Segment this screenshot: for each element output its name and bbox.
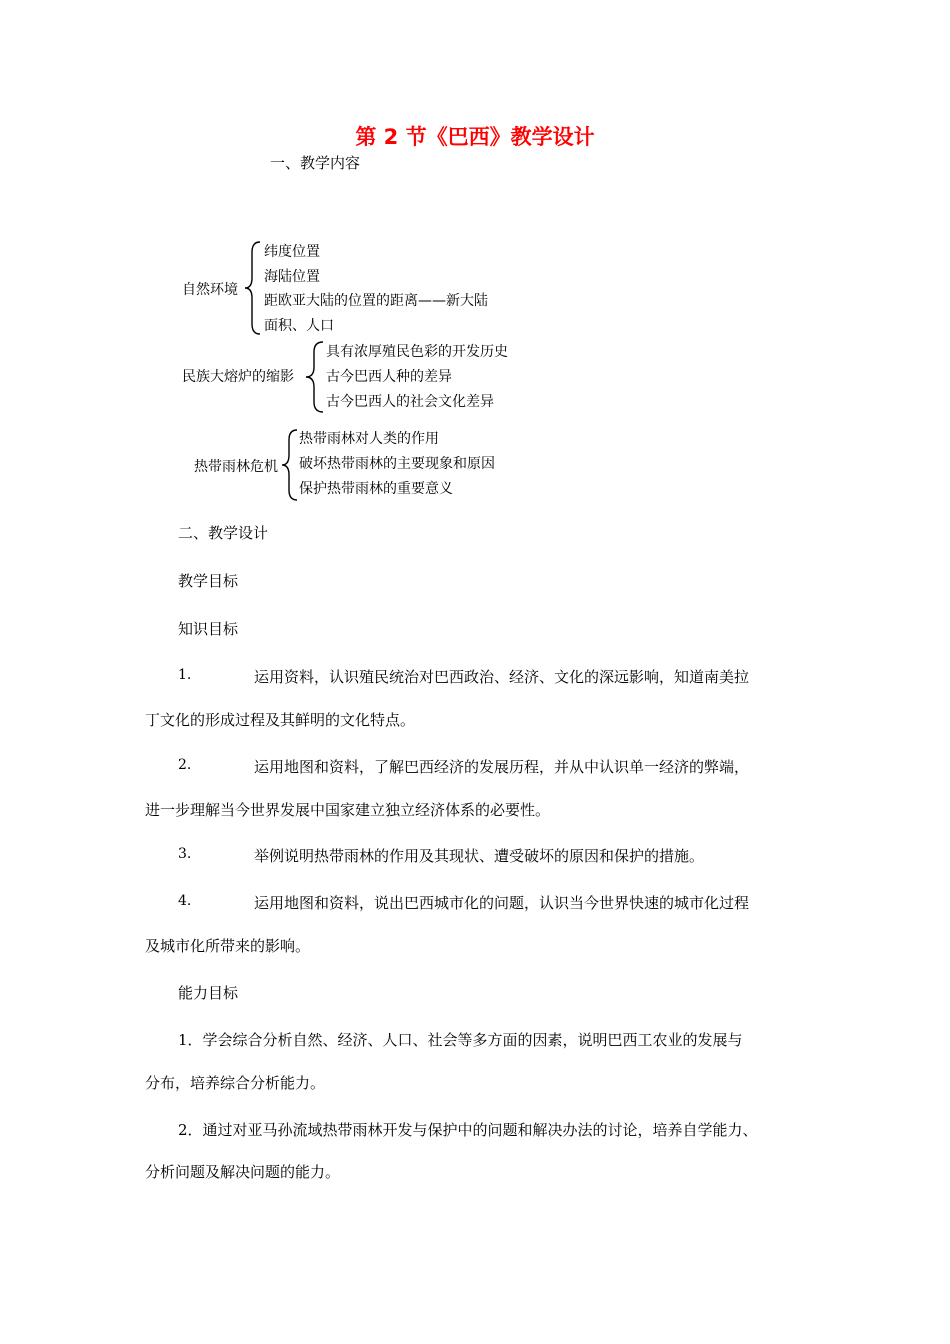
list-item-line: 及城市化所带来的影响。	[145, 937, 311, 955]
list-number: 2.	[178, 757, 192, 773]
list-item-line: 丁文化的形成过程及其鲜明的文化特点。	[145, 711, 416, 729]
list-item-line: 分析问题及解决问题的能力。	[145, 1163, 341, 1181]
diagram-item: 古今巴西人种的差异	[326, 369, 452, 385]
diagram-group-label: 自然环境	[182, 282, 238, 298]
list-item-line: 举例说明热带雨林的作用及其现状、遭受破坏的原因和保护的措施。	[254, 847, 705, 865]
ability-heading: 能力目标	[178, 984, 239, 1002]
diagram-group-label: 热带雨林危机	[194, 459, 278, 475]
knowledge-heading: 知识目标	[178, 620, 239, 638]
diagram-item: 具有浓厚殖民色彩的开发历史	[326, 344, 508, 360]
diagram-item: 保护热带雨林的重要意义	[299, 481, 453, 497]
section-heading-design: 二、教学设计	[178, 524, 269, 542]
list-item-line: 运用地图和资料，了解巴西经济的发展历程，并从中认识单一经济的弊端，	[254, 758, 750, 776]
list-number: 1.	[178, 667, 192, 683]
list-item-line: 运用地图和资料，说出巴西城市化的问题，认识当今世界快速的城市化过程	[254, 894, 750, 912]
list-item-line: 1．学会综合分析自然、经济、人口、社会等多方面的因素，说明巴西工农业的发展与	[178, 1031, 743, 1049]
diagram-group-label: 民族大熔炉的缩影	[182, 369, 294, 385]
brace-icon	[244, 240, 264, 336]
section-heading-content: 一、教学内容	[270, 154, 361, 172]
list-item-line: 进一步理解当今世界发展中国家建立独立经济体系的必要性。	[145, 801, 551, 819]
list-number: 3.	[178, 846, 192, 862]
brace-icon	[304, 340, 326, 414]
brace-icon	[280, 428, 300, 502]
list-number: 4.	[178, 893, 192, 909]
list-item-line: 2．通过对亚马孙流域热带雨林开发与保护中的问题和解决办法的讨论，培养自学能力、	[178, 1121, 758, 1139]
list-item-line: 运用资料，认识殖民统治对巴西政治、经济、文化的深远影响，知道南美拉	[254, 668, 750, 686]
diagram-item: 热带雨林对人类的作用	[299, 431, 439, 447]
diagram-item: 纬度位置	[264, 244, 320, 260]
diagram-item: 面积、人口	[264, 318, 334, 334]
diagram-item: 古今巴西人的社会文化差异	[326, 394, 494, 410]
diagram-item: 海陆位置	[264, 269, 320, 285]
diagram-item: 破坏热带雨林的主要现象和原因	[299, 456, 495, 472]
list-item-line: 分布，培养综合分析能力。	[145, 1074, 326, 1092]
diagram-item: 距欧亚大陆的位置的距离——新大陆	[264, 293, 488, 309]
page-title: 第 2 节《巴西》教学设计	[355, 125, 595, 149]
goals-heading: 教学目标	[178, 572, 239, 590]
